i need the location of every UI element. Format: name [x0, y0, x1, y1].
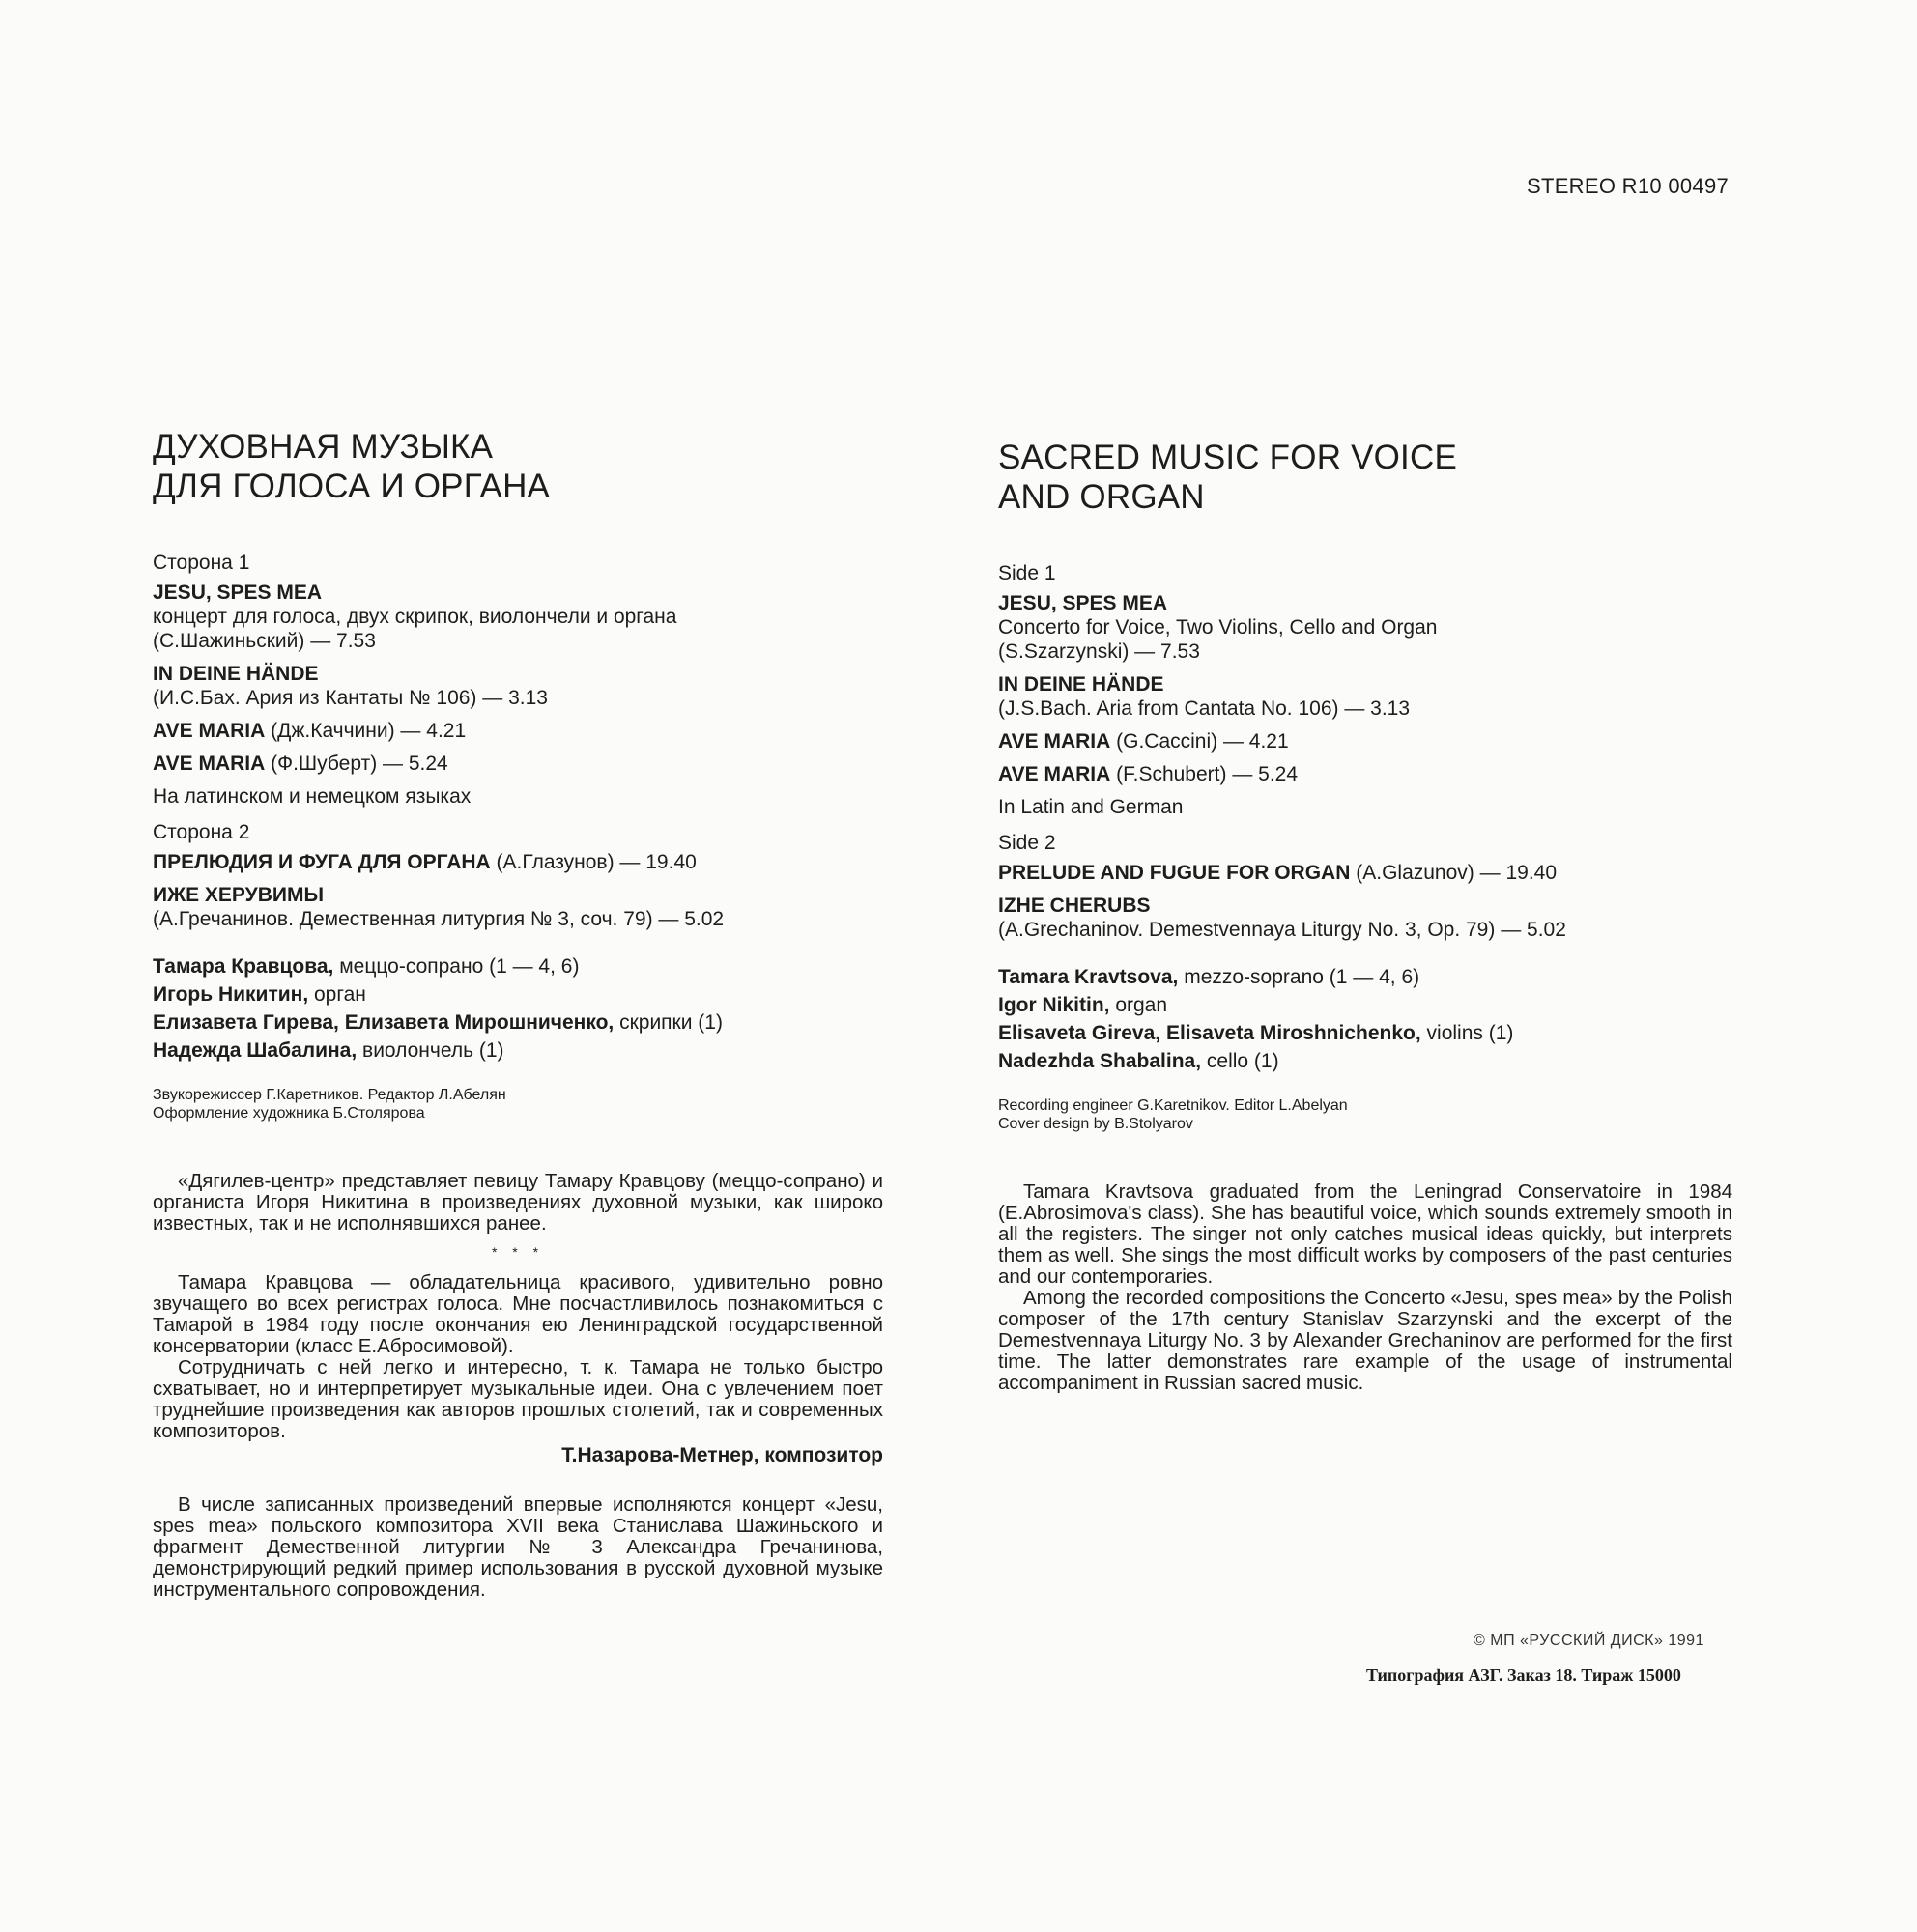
ru-track-5-detail: (А.Глазунов) — 19.40	[490, 851, 697, 873]
ru-track-4-title: AVE MARIA	[153, 753, 266, 775]
ru-performer	[153, 1037, 883, 1065]
ru-track-6	[153, 883, 883, 931]
ru-credits	[153, 1086, 883, 1122]
ru-track-1-detail1: концерт для голоса, двух скрипок, виолончели и органа	[153, 606, 677, 628]
en-track-2-title: IN DEINE HÄNDE	[998, 673, 1164, 696]
ru-track-6-title: ИЖЕ ХЕРУВИМЫ	[153, 884, 325, 906]
ru-separator-stars: * * *	[491, 1244, 545, 1260]
ru-performer	[153, 1009, 883, 1037]
print-info: Типография АЗГ. Заказ 18. Тираж 15000	[1366, 1665, 1681, 1685]
en-paragraph-2: Among the recorded compositions the Concerto «Jesu, spes mea» by the Polish composer of the 17th century Stanislav Szarzynski and the excerpt of the Demestvennaya Liturgy No. 3 by Alexander Grechaninov are performed for the first time. The latter demonstrates rare example of the usage of instrumental accompaniment in Russian sacred music.	[998, 1287, 1732, 1394]
ru-track-3-title: AVE MARIA	[153, 720, 266, 742]
en-performer-role: cello (1)	[1201, 1050, 1279, 1072]
ru-track-5-title: ПРЕЛЮДИЯ И ФУГА ДЛЯ ОРГАНА	[153, 851, 491, 873]
ru-track-3-detail: (Дж.Каччини) — 4.21	[265, 720, 467, 742]
en-track-6-detail1: (A.Grechaninov. Demestvennaya Liturgy No. 3, Op. 79) — 5.02	[998, 919, 1566, 941]
en-performer	[998, 1047, 1732, 1075]
ru-track-1-detail2: (С.Шажиньский) — 7.53	[153, 630, 376, 652]
en-performer-name: Igor Nikitin,	[998, 994, 1110, 1016]
ru-performer-name: Игорь Никитин,	[153, 983, 309, 1006]
en-credits	[998, 1096, 1732, 1133]
ru-paragraph-2: Сотрудничать с ней легко и интересно, т. к. Тамара не только быстро схватывает, но и интерпретирует музыкальные идеи. Она с увлечением поет труднейшие произведения как авторов прошлых столетий, так и современных композиторов.	[153, 1356, 883, 1442]
en-track-5-title: PRELUDE AND FUGUE FOR ORGAN	[998, 862, 1351, 884]
catalog-number: STEREO R10 00497	[1527, 174, 1730, 198]
ru-performer-name: Надежда Шабалина,	[153, 1039, 358, 1062]
ru-paragraph-1: Тамара Кравцова — обладательница красивого, удивительно ровно звучащего во всех регистрах голоса. Мне посчастливилось познакомиться с Тамарой в 1984 году после окончания ею Ленинградской государственной консерватории (класс Е.Абросимовой).	[153, 1271, 883, 1357]
en-track-4-title: AVE MARIA	[998, 763, 1111, 785]
en-track-4	[998, 762, 1732, 786]
ru-performer-name: Тамара Кравцова,	[153, 955, 334, 978]
en-paragraph-1: Tamara Kravtsova graduated from the Leningrad Conservatoire in 1984 (E.Abrosimova's class). She has beautiful voice, which sounds extremely smooth in all the registers. The singer not only catches musical ideas quickly, but interprets them as well. She sings the most difficult works by composers of the past centuries and our contemporaries.	[998, 1180, 1732, 1288]
en-track-3-title: AVE MARIA	[998, 730, 1111, 753]
en-track-5-detail: (A.Glazunov) — 19.40	[1350, 862, 1558, 884]
ru-performer-name: Елизавета Гирева, Елизавета Мирошниченко,	[153, 1011, 615, 1034]
en-track-1-title: JESU, SPES MEA	[998, 592, 1168, 614]
en-track-3-detail: (G.Caccini) — 4.21	[1110, 730, 1289, 753]
ru-track-1-title: JESU, SPES MEA	[153, 582, 323, 604]
en-performer-role: mezzo-soprano (1 — 4, 6)	[1178, 966, 1420, 988]
en-performer-name: Nadezhda Shabalina,	[998, 1050, 1202, 1072]
russian-column	[153, 427, 883, 1601]
ru-performer	[153, 980, 883, 1009]
ru-track-1	[153, 581, 883, 653]
ru-track-2-title: IN DEINE HÄNDE	[153, 663, 319, 685]
ru-signature: Т.Назарова-Метнер, композитор	[561, 1444, 883, 1466]
ru-track-3	[153, 719, 883, 743]
en-notes	[998, 1181, 1732, 1394]
ru-performer	[153, 952, 883, 980]
ru-paragraph-3: В числе записанных произведений впервые исполняются концерт «Jesu, spes mea» польского композитора XVII века Станислава Шажиньского и фрагмент Демественной литургии № 3 Александра Гречанинова, демонстрирующий редкий пример использования в русской духовной музыке инструментального сопровождения.	[153, 1493, 883, 1601]
en-track-1	[998, 591, 1732, 664]
en-title	[998, 438, 1732, 517]
ru-credits-line2: Оформление художника Б.Столярова	[153, 1105, 425, 1122]
en-performer-role: organ	[1109, 994, 1168, 1016]
ru-side1-note: На латинском и немецком языках	[153, 785, 472, 808]
ru-title	[153, 427, 883, 506]
ru-track-4	[153, 752, 883, 776]
en-title-line1: SACRED MUSIC FOR VOICE	[998, 439, 1458, 476]
ru-credits-line1: Звукорежиссер Г.Каретников. Редактор Л.Абелян	[153, 1087, 506, 1103]
ru-side2-label: Сторона 2	[153, 821, 250, 843]
en-track-4-detail: (F.Schubert) — 5.24	[1110, 763, 1299, 785]
en-performer-name: Elisaveta Gireva, Elisaveta Miroshnichenko,	[998, 1022, 1421, 1044]
ru-side1-label: Сторона 1	[153, 552, 250, 574]
en-performer	[998, 1019, 1732, 1047]
ru-title-line1: ДУХОВНАЯ МУЗЫКА	[153, 428, 494, 466]
en-performer-role: violins (1)	[1420, 1022, 1514, 1044]
en-track-5	[998, 861, 1732, 885]
en-track-6	[998, 894, 1732, 942]
en-track-2-detail1: (J.S.Bach. Aria from Cantata No. 106) — 3.13	[998, 697, 1411, 720]
ru-track-4-detail: (Ф.Шуберт) — 5.24	[265, 753, 448, 775]
ru-performer-role: виолончель (1)	[357, 1039, 504, 1062]
en-side2-label: Side 2	[998, 832, 1056, 854]
en-title-line2: AND ORGAN	[998, 478, 1205, 516]
en-track-1-detail2: (S.Szarzynski) — 7.53	[998, 640, 1200, 663]
en-performer	[998, 963, 1732, 991]
ru-track-5	[153, 850, 883, 874]
en-track-3	[998, 729, 1732, 753]
english-column	[998, 438, 1732, 1394]
copyright-notice: © МП «РУССКИЙ ДИСК» 1991	[1474, 1633, 1704, 1649]
ru-title-line2: ДЛЯ ГОЛОСА И ОРГАНА	[153, 468, 551, 505]
en-credits-line1: Recording engineer G.Karetnikov. Editor L.Abelyan	[998, 1097, 1348, 1114]
en-performer-name: Tamara Kravtsova,	[998, 966, 1179, 988]
en-track-6-title: IZHE CHERUBS	[998, 895, 1151, 917]
ru-performers	[153, 952, 883, 1065]
en-performers	[998, 963, 1732, 1075]
ru-track-2-detail1: (И.С.Бах. Ария из Кантаты № 106) — 3.13	[153, 687, 548, 709]
ru-notes	[153, 1171, 883, 1601]
en-side1-label: Side 1	[998, 562, 1056, 584]
ru-performer-role: скрипки (1)	[614, 1011, 723, 1034]
en-performer	[998, 991, 1732, 1019]
en-track-2	[998, 672, 1732, 721]
ru-track-2	[153, 662, 883, 710]
en-credits-line2: Cover design by B.Stolyarov	[998, 1116, 1193, 1132]
en-track-1-detail1: Concerto for Voice, Two Violins, Cello and Organ	[998, 616, 1438, 639]
ru-track-6-detail1: (А.Гречанинов. Демественная литургия № 3, соч. 79) — 5.02	[153, 908, 725, 930]
ru-performer-role: меццо-сопрано (1 — 4, 6)	[333, 955, 580, 978]
en-side1-note: In Latin and German	[998, 796, 1184, 818]
ru-performer-role: орган	[308, 983, 366, 1006]
ru-intro-paragraph: «Дягилев-центр» представляет певицу Тамару Кравцову (меццо-сопрано) и органиста Игоря Никитина в произведениях духовной музыки, как широко известных, так и не исполнявшихся ранее.	[153, 1170, 883, 1235]
